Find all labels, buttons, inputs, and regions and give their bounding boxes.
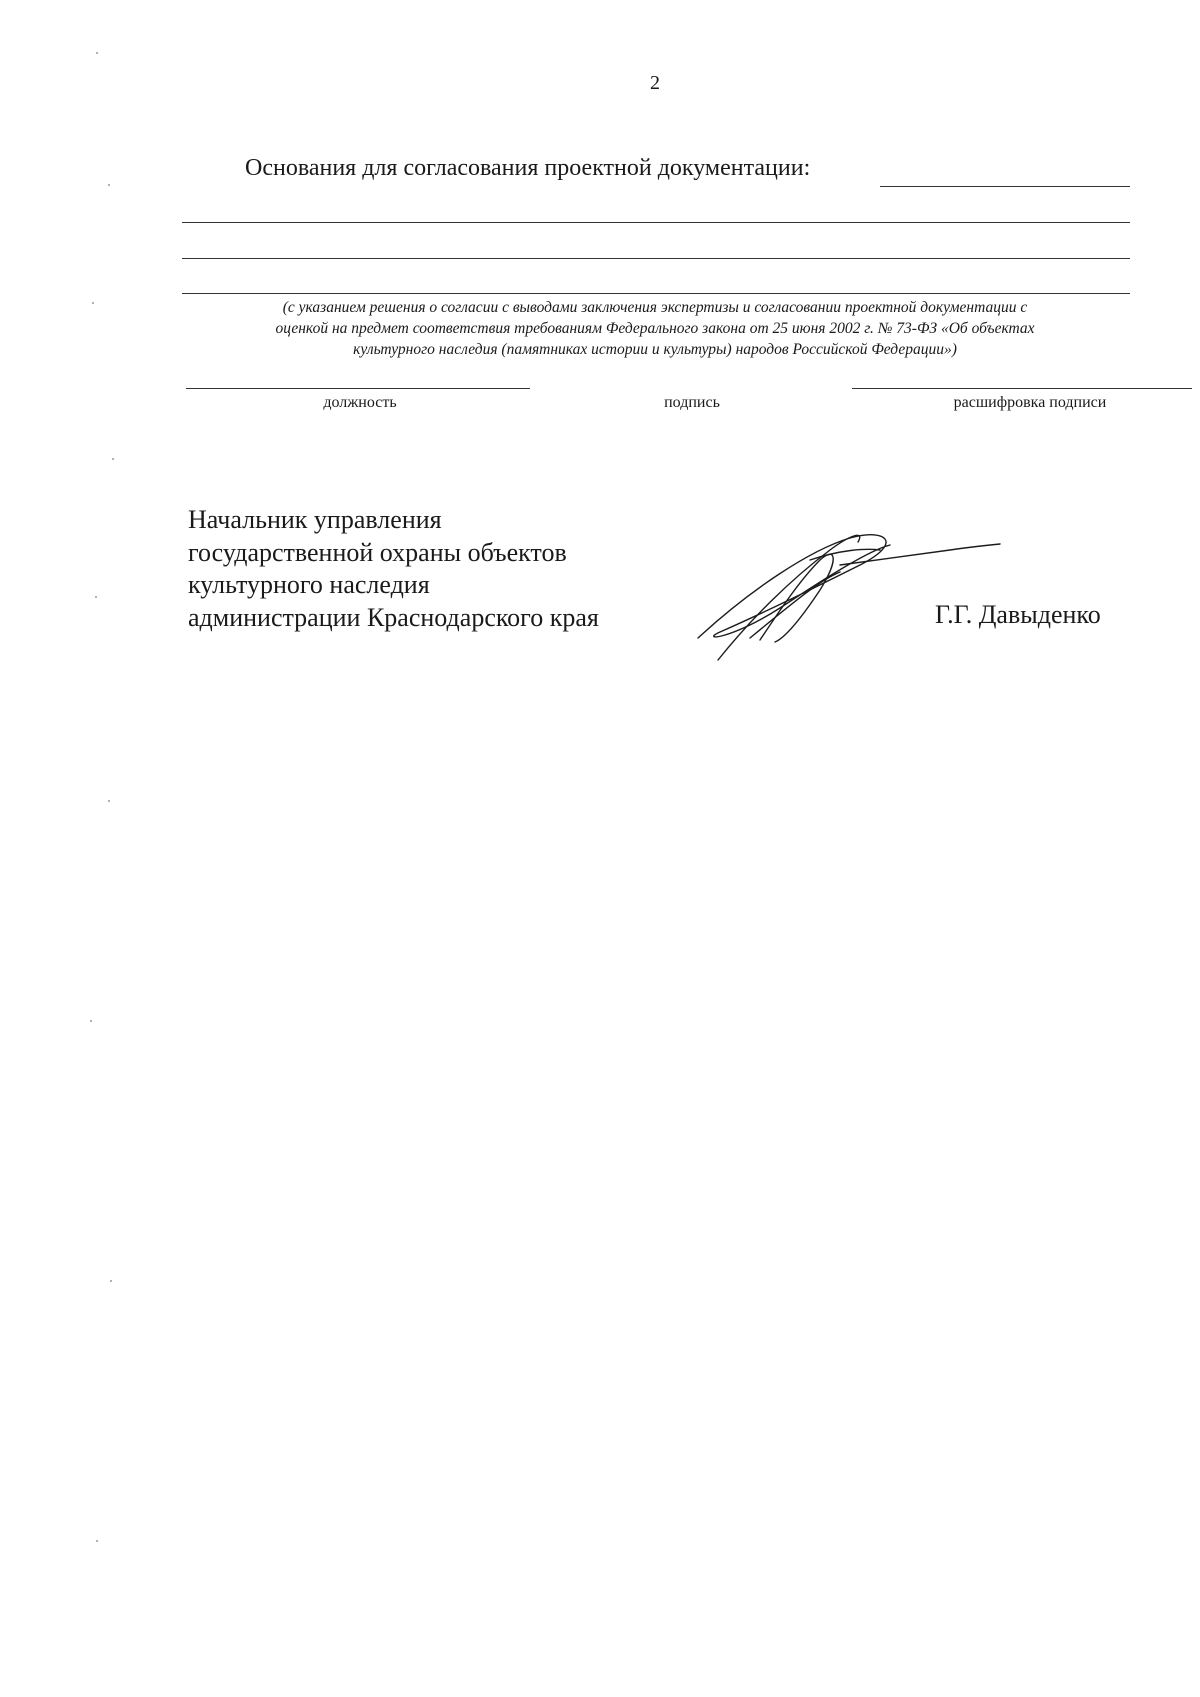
official-title-line: администрации Краснодарского края — [188, 602, 599, 632]
scan-speck — [95, 596, 97, 598]
position-caption: должность — [323, 394, 397, 411]
official-title-line: государственной охраны объектов — [188, 537, 567, 567]
official-title-line: культурного наследия — [188, 570, 430, 599]
scan-speck — [108, 184, 110, 186]
name-transcript-caption: расшифровка подписи — [953, 394, 1107, 411]
scan-speck — [112, 458, 114, 460]
scan-speck — [92, 302, 94, 304]
note-line: культурного наследия (памятниках истории и культуры) народов Российской Федерации») — [353, 341, 957, 358]
scan-speck — [90, 1020, 92, 1022]
fill-line-2 — [182, 258, 1130, 259]
official-title-line: Начальник управления — [188, 505, 442, 534]
note-line: оценкой на предмет соответствия требованиям Федерального закона от 25 июня 2002 г. № 73-ФЗ «Об объектах — [275, 320, 1035, 337]
scan-speck — [96, 1540, 98, 1542]
scan-speck — [108, 800, 110, 802]
fill-line-1 — [182, 222, 1130, 223]
signature-caption: подпись — [664, 394, 720, 411]
scan-speck — [96, 52, 98, 54]
name-transcript-line — [852, 388, 1192, 389]
handwritten-signature — [690, 520, 1010, 665]
instruction-note — [185, 297, 1125, 360]
official-title — [188, 504, 599, 634]
basis-label: Основания для согласования проектной документации: — [245, 155, 811, 181]
fill-line-3 — [182, 293, 1130, 294]
basis-blank-line — [880, 186, 1130, 187]
page-number: 2 — [650, 72, 660, 94]
note-line: (с указанием решения о согласии с выводами заключения экспертизы и согласовании проектной документации с — [282, 299, 1028, 316]
position-line — [186, 388, 530, 389]
scan-speck — [110, 1280, 112, 1282]
signer-name: Г.Г. Давыденко — [935, 600, 1101, 629]
